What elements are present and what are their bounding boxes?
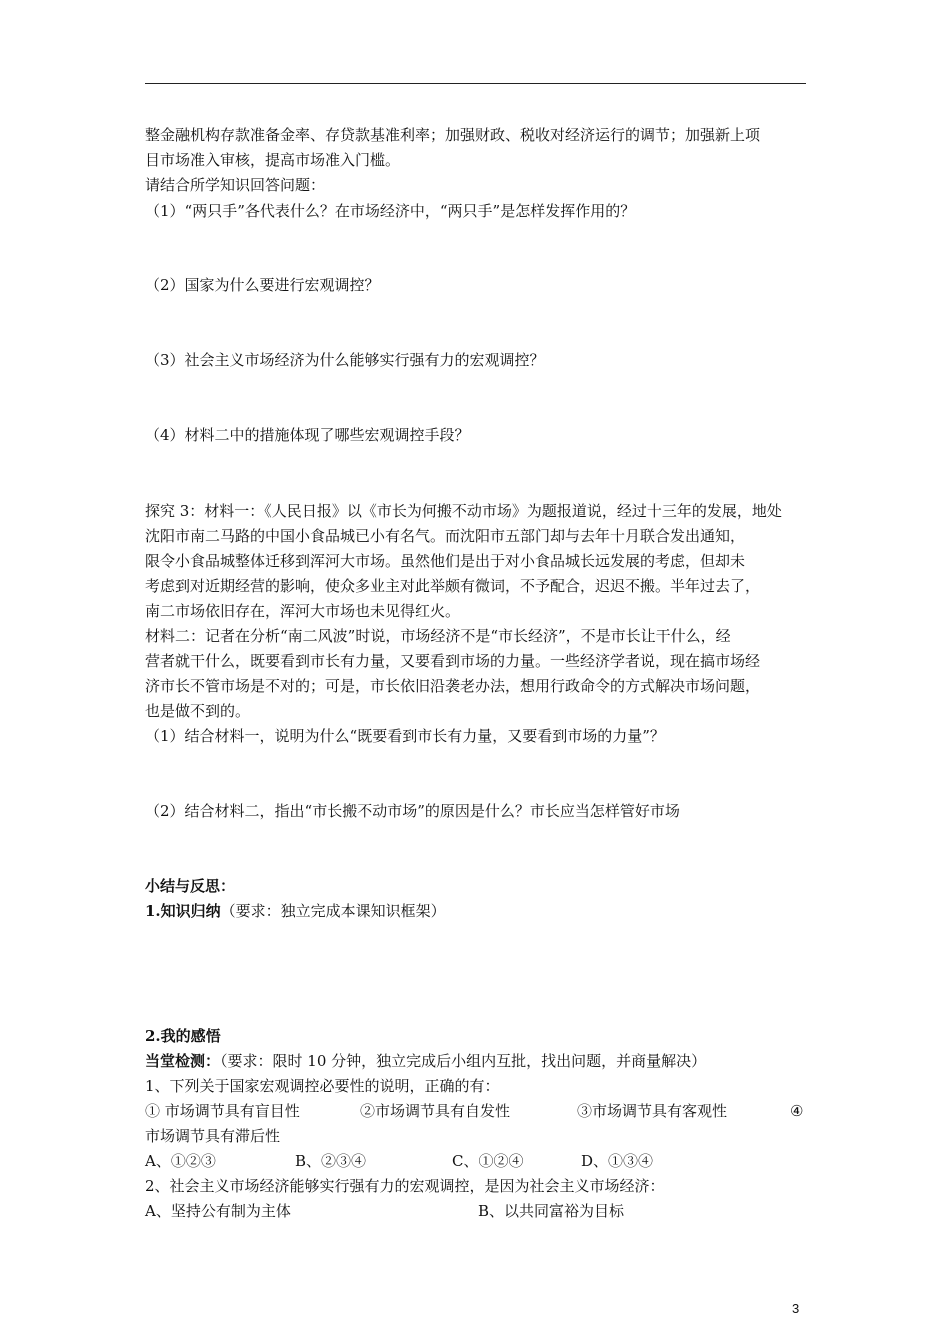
test-heading-note: （要求：限时 10 分钟，独立完成后小组内互批，找出问题，并商量解决） xyxy=(220,1052,707,1070)
explore-line: 南二市场依旧存在，浑河大市场也未见得红火。 xyxy=(145,602,461,620)
explore-line: 探究 3：材料一：《人民日报》以《市长为何搬不动市场》为题报道说，经过十三年的发展，地处 xyxy=(145,502,782,520)
explore-line: 考虑到对近期经营的影响，使众多业主对此举颇有微词，不予配合，迟迟不搬。半年过去了， xyxy=(145,577,761,595)
summary-item-2: 2.我的感悟 xyxy=(145,1027,221,1045)
summary-item-1 xyxy=(145,900,446,922)
page-number: 3 xyxy=(792,1301,800,1316)
explore-line: 限令小食品城整体迁移到浑河大市场。虽然他们是出于对小食品城长远发展的考虑，但却未 xyxy=(145,552,746,570)
q2-option: A、坚持公有制为主体 xyxy=(145,1202,291,1220)
explore-line: 也是做不到的。 xyxy=(145,702,251,720)
paragraph-line: 整金融机构存款准备金率、存贷款基准利率；加强财政、税收对经济运行的调节；加强新上项 xyxy=(145,126,761,144)
q1-option: B、②③④ xyxy=(295,1152,367,1170)
q1-option: A、①②③ xyxy=(145,1152,216,1170)
header-rule xyxy=(145,83,806,84)
test-question-2: 2、社会主义市场经济能够实行强有力的宏观调控，是因为社会主义市场经济： xyxy=(145,1177,665,1195)
question-4: （4）材料二中的措施体现了哪些宏观调控手段？ xyxy=(145,426,470,444)
summary-heading: 小结与反思： xyxy=(145,877,236,895)
explore-line: 济市长不管市场是不对的；可是，市长依旧沿袭老办法，想用行政命令的方式解决市场问题， xyxy=(145,677,761,695)
explore-question-1: （1）结合材料一，说明为什么“既要看到市长有力量，又要看到市场的力量”？ xyxy=(145,727,665,745)
q1-item: ②市场调节具有自发性 xyxy=(360,1102,511,1120)
q1-option: C、①②④ xyxy=(452,1152,524,1170)
explore-line: 材料二：记者在分析“南二风波”时说，市场经济不是“市长经济”，不是市长让干什么，经 xyxy=(145,627,731,645)
explore-question-2: （2）结合材料二，指出“市长搬不动市场”的原因是什么？市长应当怎样管好市场 xyxy=(145,802,680,820)
question-2: （2）国家为什么要进行宏观调控？ xyxy=(145,276,380,294)
test-heading-title: 当堂检测： xyxy=(145,1052,221,1070)
question-1: （1）“两只手”各代表什么？在市场经济中，“两只手”是怎样发挥作用的？ xyxy=(145,202,636,220)
question-3: （3）社会主义市场经济为什么能够实行强有力的宏观调控？ xyxy=(145,351,545,369)
q1-option: D、①③④ xyxy=(581,1152,654,1170)
paragraph-line: 目市场准入审核，提高市场准入门槛。 xyxy=(145,151,401,169)
summary-item-1-note: （要求：独立完成本课知识框架） xyxy=(220,902,446,920)
explore-line: 营者就干什么，既要看到市长有力量，又要看到市场的力量。一些经济学者说，现在搞市场经 xyxy=(145,652,761,670)
paragraph-line: 请结合所学知识回答问题： xyxy=(145,176,326,194)
q1-item: ④ xyxy=(790,1102,804,1120)
summary-item-1-title: 1.知识归纳 xyxy=(145,902,221,920)
test-question-1: 1、下列关于国家宏观调控必要性的说明，正确的有： xyxy=(145,1077,500,1095)
q2-option: B、以共同富裕为目标 xyxy=(478,1202,625,1220)
explore-line: 沈阳市南二马路的中国小食品城已小有名气。而沈阳市五部门却与去年十月联合发出通知， xyxy=(145,527,746,545)
q1-item: ① 市场调节具有盲目性 xyxy=(145,1102,300,1120)
q1-item: ③市场调节具有客观性 xyxy=(577,1102,728,1120)
q1-item-4-continued: 市场调节具有滞后性 xyxy=(145,1127,281,1145)
test-heading xyxy=(145,1050,706,1072)
